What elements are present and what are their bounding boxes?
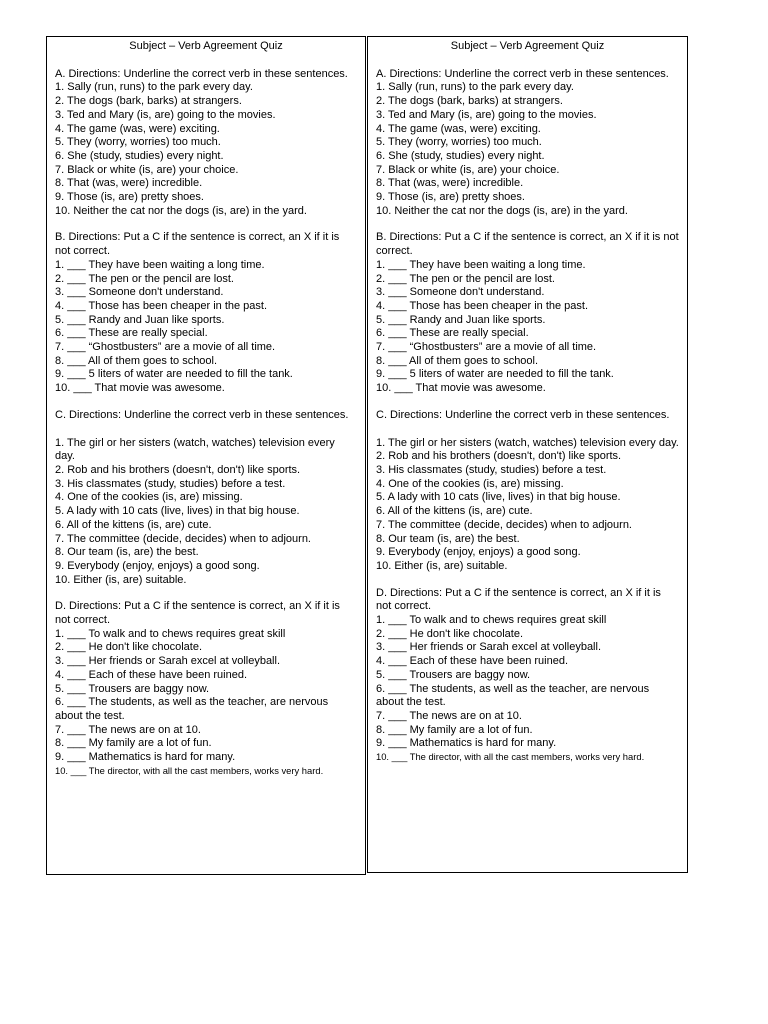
quiz-item: 9. Everybody (enjoy, enjoys) a good song. (376, 546, 581, 559)
quiz-item: 5. They (worry, worries) too much. (55, 136, 221, 149)
quiz-item: 4. The game (was, were) exciting. (376, 122, 541, 135)
quiz-item: 7. The committee (decide, decides) when to adjourn. (55, 532, 311, 545)
quiz-item: 4. One of the cookies (is, are) missing. (55, 491, 243, 504)
quiz-item: 4. One of the cookies (is, are) missing. (376, 477, 564, 490)
quiz-item: 9. Everybody (enjoy, enjoys) a good song. (55, 559, 260, 572)
quiz-item: 5. They (worry, worries) too much. (376, 136, 542, 149)
quiz-item: 7. Black or white (is, are) your choice. (55, 163, 239, 176)
quiz-item: 8. ___ All of them goes to school. (55, 354, 218, 367)
quiz-item: 7. Black or white (is, are) your choice. (376, 163, 560, 176)
spacer (376, 423, 679, 437)
spacer (55, 423, 357, 437)
section-directions: D. Directions: Put a C if the sentence is correct, an X if it is not correct. (55, 600, 340, 627)
quiz-item: 2. ___ He don't like chocolate. (55, 641, 203, 654)
quiz-item: 10. ___ The director, with all the cast members, works very hard. (376, 751, 645, 763)
quiz-item: 9. ___ Mathematics is hard for many. (55, 751, 236, 764)
quiz-item: 3. Ted and Mary (is, are) going to the movies. (376, 108, 597, 121)
quiz-item: 6. ___ The students, as well as the teacher, are nervous about the test. (55, 696, 329, 722)
quiz-item: 8. ___ My family are a lot of fun. (376, 723, 533, 736)
quiz-item: 1. ___ To walk and to chews requires great skill (55, 627, 286, 640)
quiz-item: 7. ___ “Ghostbusters” are a movie of all time. (376, 341, 597, 354)
quiz-item: 3. ___ Her friends or Sarah excel at volleyball. (376, 641, 602, 654)
quiz-item: 2. Rob and his brothers (doesn't, don't) like sports. (376, 450, 622, 463)
quiz-item: 6. All of the kittens (is, are) cute. (376, 505, 533, 518)
quiz-item: 2. ___ He don't like chocolate. (376, 627, 524, 640)
quiz-item: 1. The girl or her sisters (watch, watches) television every day. (55, 436, 335, 463)
quiz-item: 9. ___ 5 liters of water are needed to fill the tank. (376, 368, 614, 381)
quiz-item: 9. Those (is, are) pretty shoes. (376, 191, 525, 204)
quiz-item: 1. Sally (run, runs) to the park every day. (376, 81, 574, 94)
section-directions: C. Directions: Underline the correct verb in these sentences. (55, 408, 349, 421)
quiz-item: 6. ___ These are really special. (55, 327, 208, 340)
quiz-section-b (376, 231, 679, 395)
quiz-item: 3. Ted and Mary (is, are) going to the movies. (55, 108, 276, 121)
quiz-item: 6. All of the kittens (is, are) cute. (55, 518, 212, 531)
section-directions: B. Directions: Put a C if the sentence is correct, an X if it is not correct. (376, 231, 679, 258)
quiz-item: 1. ___ They have been waiting a long time. (55, 258, 265, 271)
quiz-item: 2. ___ The pen or the pencil are lost. (376, 272, 555, 285)
quiz-item: 9. ___ Mathematics is hard for many. (376, 737, 557, 750)
section-directions: A. Directions: Underline the correct verb in these sentences. (55, 67, 348, 80)
quiz-item: 3. ___ Someone don't understand. (376, 286, 545, 299)
section-directions: C. Directions: Underline the correct verb in these sentences. (376, 408, 670, 421)
quiz-item: 4. The game (was, were) exciting. (55, 122, 220, 135)
quiz-item: 3. His classmates (study, studies) before a test. (376, 463, 607, 476)
section-directions: B. Directions: Put a C if the sentence is correct, an X if it is not correct. (55, 231, 340, 258)
section-directions: D. Directions: Put a C if the sentence is correct, an X if it is not correct. (376, 586, 661, 613)
quiz-copy-left (46, 36, 366, 875)
quiz-copy-right (367, 36, 688, 873)
quiz-item: 6. She (study, studies) every night. (55, 149, 224, 162)
quiz-title: Subject – Verb Agreement Quiz (450, 40, 605, 52)
quiz-item: 5. A lady with 10 cats (live, lives) in that big house. (55, 505, 300, 518)
quiz-item: 5. ___ Randy and Juan like sports. (55, 313, 225, 326)
quiz-section-c (55, 409, 357, 587)
quiz-item: 2. The dogs (bark, barks) at strangers. (376, 95, 563, 108)
quiz-item: 2. Rob and his brothers (doesn't, don't) like sports. (55, 463, 301, 476)
quiz-item: 4. ___ Those has been cheaper in the past. (55, 299, 268, 312)
quiz-item: 3. ___ Her friends or Sarah excel at volleyball. (55, 655, 281, 668)
quiz-item: 10. Neither the cat nor the dogs (is, are) in the yard. (55, 204, 307, 217)
quiz-item: 2. The dogs (bark, barks) at strangers. (55, 95, 242, 108)
quiz-item: 4. ___ Those has been cheaper in the past. (376, 299, 589, 312)
quiz-item: 2. ___ The pen or the pencil are lost. (55, 272, 234, 285)
quiz-item: 1. ___ They have been waiting a long time. (376, 258, 586, 271)
quiz-item: 5. ___ Randy and Juan like sports. (376, 313, 546, 326)
quiz-item: 10. Either (is, are) suitable. (55, 573, 187, 586)
quiz-item: 1. Sally (run, runs) to the park every day. (55, 81, 253, 94)
quiz-item: 4. ___ Each of these have been ruined. (55, 668, 248, 681)
quiz-item: 10. ___ The director, with all the cast members, works very hard. (55, 764, 324, 776)
quiz-item: 5. ___ Trousers are baggy now. (55, 682, 210, 695)
quiz-item: 10. Neither the cat nor the dogs (is, are) in the yard. (376, 204, 628, 217)
quiz-item: 7. ___ The news are on at 10. (376, 709, 522, 722)
quiz-item: 8. Our team (is, are) the best. (376, 532, 520, 545)
quiz-item: 8. ___ All of them goes to school. (376, 354, 539, 367)
quiz-item: 6. ___ These are really special. (376, 327, 529, 340)
quiz-item: 6. ___ The students, as well as the teacher, are nervous about the test. (376, 682, 650, 709)
quiz-item: 7. ___ The news are on at 10. (55, 723, 201, 736)
quiz-item: 9. ___ 5 liters of water are needed to fill the tank. (55, 368, 293, 381)
quiz-section-d (376, 587, 679, 763)
quiz-item: 10. ___ That movie was awesome. (55, 382, 225, 395)
quiz-item: 8. That (was, were) incredible. (376, 177, 524, 190)
quiz-section-a (376, 68, 679, 219)
quiz-item: 8. ___ My family are a lot of fun. (55, 737, 212, 750)
quiz-item: 5. A lady with 10 cats (live, lives) in that big house. (376, 491, 621, 504)
quiz-item: 5. ___ Trousers are baggy now. (376, 668, 531, 681)
quiz-title: Subject – Verb Agreement Quiz (129, 40, 283, 52)
quiz-item: 10. ___ That movie was awesome. (376, 382, 546, 395)
quiz-section-a (55, 68, 357, 219)
quiz-item: 7. The committee (decide, decides) when to adjourn. (376, 518, 632, 531)
quiz-item: 3. His classmates (study, studies) before a test. (55, 477, 286, 490)
quiz-item: 1. ___ To walk and to chews requires great skill (376, 614, 607, 627)
quiz-item: 4. ___ Each of these have been ruined. (376, 655, 569, 668)
quiz-item: 1. The girl or her sisters (watch, watches) television every day. (376, 436, 679, 449)
quiz-section-d (55, 600, 357, 776)
quiz-item: 8. Our team (is, are) the best. (55, 546, 199, 559)
quiz-item: 10. Either (is, are) suitable. (376, 559, 508, 572)
quiz-item: 9. Those (is, are) pretty shoes. (55, 191, 204, 204)
section-directions: A. Directions: Underline the correct verb in these sentences. (376, 67, 669, 80)
quiz-section-c (376, 409, 679, 574)
quiz-item: 8. That (was, were) incredible. (55, 177, 203, 190)
quiz-item: 3. ___ Someone don't understand. (55, 286, 224, 299)
quiz-item: 6. She (study, studies) every night. (376, 149, 545, 162)
quiz-section-b (55, 231, 357, 395)
quiz-item: 7. ___ “Ghostbusters” are a movie of all time. (55, 341, 276, 354)
